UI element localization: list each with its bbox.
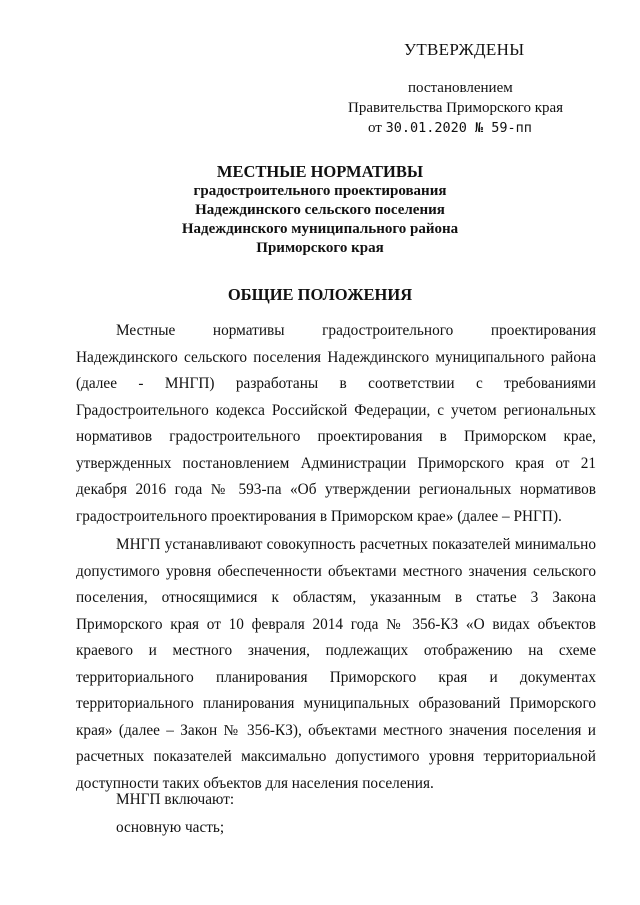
document-subtitle-2: Надеждинского сельского поселения bbox=[195, 202, 445, 218]
approval-line-government: Правительства Приморского края bbox=[348, 100, 564, 116]
section-heading: ОБЩИЕ ПОЛОЖЕНИЯ bbox=[227, 285, 413, 304]
approval-date-stamp: 30.01.2020 № 59-пп bbox=[385, 120, 532, 136]
approval-line-resolution: постановлением bbox=[408, 80, 513, 96]
document-title: МЕСТНЫЕ НОРМАТИВЫ bbox=[216, 162, 424, 181]
approval-title: УТВЕРЖДЕНЫ bbox=[404, 40, 525, 59]
document-subtitle-1: градостроительного проектирования bbox=[193, 183, 447, 199]
paragraph-3: МНГП включают: bbox=[116, 791, 235, 808]
document-subtitle-4: Приморского края bbox=[256, 240, 384, 256]
paragraph-1: Местные нормативы градостроительного проектирования Надеждинского сельского поселения Надеждинского муниципального района (далее - МНГП) разработаны в соответствии с требованиями Градостроительного кодекса Российской Федерации, с учетом региональных нормативов градостроительного проектирования в Приморском крае, утвержденных постановлением Администрации Приморского края от 21 декабря 2016 года № 593-па «Об утверждении региональных нормативов градостроительного проектирования в Приморском крае» (далее – РНГП). bbox=[76, 322, 596, 525]
paragraph-2: МНГП устанавливают совокупность расчетных показателей минимально допустимого уровня обеспеченности объектами местного значения сельского поселения, относящимися к областям, указанным в статье 3 Закона Приморского края от 10 февраля 2014 года № 356-КЗ «О видах объектов краевого и местного значения, подлежащих отображению на схеме территориального планирования Приморского края и документах территориального планирования муниципальных образований Приморского края» (далее – Закон № 356-КЗ), объектами местного значения поселения и расчетных показателей максимально допустимого уровня территориальной доступности таких объектов для населения поселения. bbox=[76, 536, 596, 792]
paragraph-4: основную часть; bbox=[116, 819, 225, 836]
approval-line-date bbox=[368, 120, 532, 137]
approval-date-prefix: от bbox=[368, 120, 382, 136]
document-subtitle-3: Надеждинского муниципального района bbox=[181, 221, 459, 237]
